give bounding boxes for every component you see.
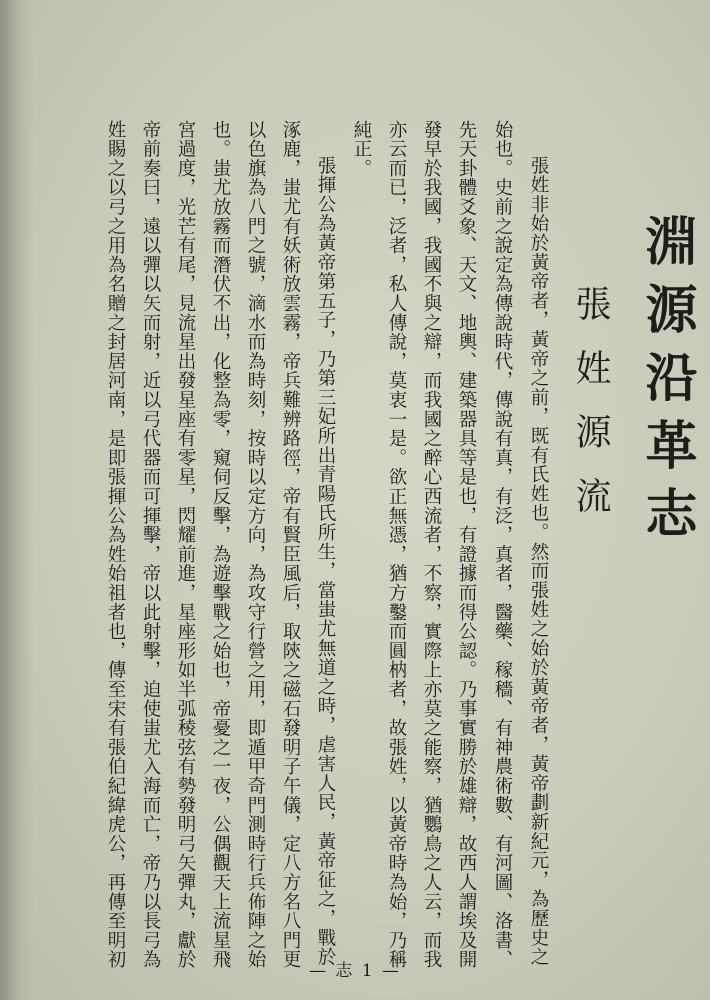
body-text-column: 涿鹿，蚩尤有妖術放雲霧，帝兵難辨路徑，帝有賢臣風后，取陝之磁石發明子午儀，定八方名八門更 bbox=[280, 120, 301, 970]
page-number: — 志 1 — bbox=[308, 961, 402, 981]
body-text-column: 始也。史前之說定為傳說時代，傳說有真，有泛，真者，醫藥、稼穡、有神農術數、有河圖、洛書、 bbox=[492, 120, 513, 970]
chapter-title: 淵源沿革志 bbox=[636, 214, 697, 554]
section-title: 張姓源流 bbox=[570, 285, 611, 541]
body-text-column: 姓賜之以弓之用為名贈之封居河南，是即張揮公為姓始祖者也，傳至宋有張伯紀緯虎公，再傳至明初 bbox=[105, 120, 126, 970]
body-text-column: 純正。 bbox=[351, 120, 372, 178]
body-text-column: 張姓非始於黃帝者，黃帝之前，既有氏姓也。然而張姓之始於黃帝者，黃帝劃新紀元，為歷史之 bbox=[528, 156, 549, 967]
body-text-column: 先天卦體爻象、天文、地輿、建築器具等是也，有證據而得公認。乃事實勝於雄辯，故西人謂埃及開 bbox=[456, 120, 477, 970]
body-text-column: 宮過度，光芒有尾，見流星出發星座有零星，閃耀前進，星座形如半弧稜弦有勢發明弓矢彈丸，獻於 bbox=[175, 120, 196, 970]
page-shadow-edge bbox=[0, 0, 34, 1000]
body-text-column: 帝前奏曰，遠以彈以矢而射，近以弓代器而可揮擊，帝以此射擊，迫使蚩尤入海而亡，帝乃以長弓為 bbox=[140, 120, 161, 970]
body-text-column: 亦云而已，泛者，私人傳說，莫衷一是。欲正無憑，猶方鑿而圓枘者，故張姓，以黃帝時為始，乃稱 bbox=[386, 120, 407, 970]
body-text-column: 張揮公為黃帝第五子，乃第三妃所出青陽氏所生，當蚩尤無道之時，虐害人民，黃帝征之，戰於 bbox=[315, 156, 336, 967]
body-text-column: 以色旗為八門之號，滴水而為時刻，按時以定方向，為攻守行營之用，即遁甲奇門測時行兵佈陣之始 bbox=[245, 120, 266, 970]
body-text-column: 發早於我國，我國不與之辯，而我國之醉心西流者，不察，實際上亦莫之能察，猶鸚鳥之人云，而我 bbox=[421, 120, 442, 970]
body-text-column: 也。蚩尤放霧而潛伏不出，化整為零，窺伺反擊，為遊擊戰之始也，帝憂之一夜，公偶觀天上流星飛 bbox=[210, 120, 231, 970]
